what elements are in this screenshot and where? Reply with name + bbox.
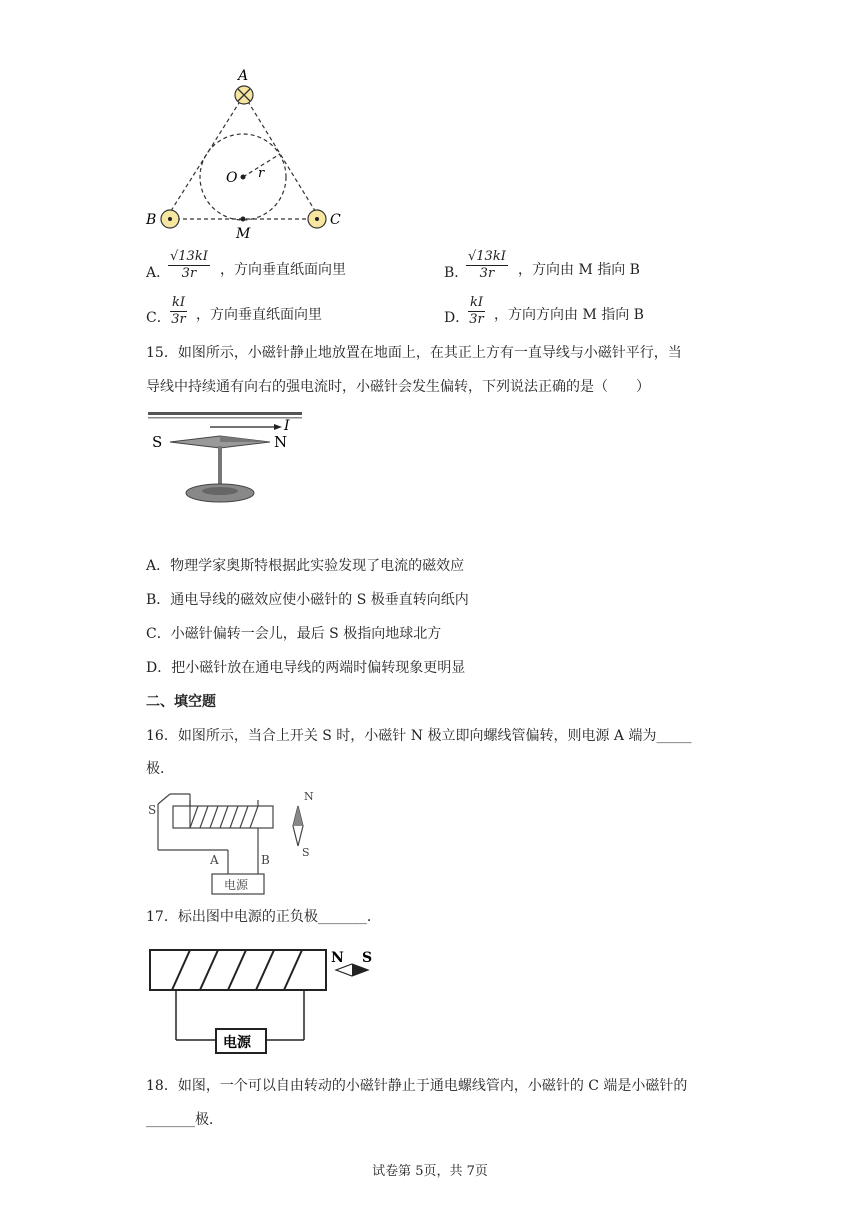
q18-line1: 18．如图，一个可以自由转动的小磁针静止于通电螺线管内，小磁针的 C 端是小磁针的 [146, 1078, 688, 1094]
option-c-fraction: $\frac{kI}{3r}$ [171, 295, 186, 327]
current-arrow-icon [274, 424, 282, 430]
q17-line1: 17．标出图中电源的正负极_______． [146, 909, 381, 925]
label-power: 电源 [224, 878, 249, 892]
label-n: N [331, 950, 344, 966]
option-d-text: ，方向方向由 M 指向 B [494, 307, 644, 323]
option-b-text: ，方向由 M 指向 B [518, 262, 640, 278]
wire-b-out-of-page-icon [161, 210, 179, 228]
label-b: B [261, 853, 270, 867]
label-current: I [284, 418, 290, 434]
option-c-label: C． [146, 310, 171, 326]
solenoid-switch-diagram [140, 784, 330, 900]
label-a: A [238, 68, 249, 84]
option-b-fraction: $\frac{√13kI}{3r}$ [468, 249, 506, 281]
label-a: A [210, 853, 219, 867]
q16-line1: 16．如图所示，当合上开关 S 时，小磁针 N 极立即向螺线管偏转，则电源 A 端为_____ [146, 728, 692, 744]
switch-icon [158, 794, 170, 804]
label-r: r [258, 166, 265, 181]
wire-a-into-page-icon [235, 86, 253, 104]
option-b-label: B． [444, 265, 469, 281]
page-footer: 试卷第 5页，共 7页 [372, 1164, 488, 1179]
label-needle-n: N [304, 790, 314, 803]
label-o: O [226, 170, 238, 186]
q15-option-d: D．把小磁针放在通电导线的两端时偏转现象更明显 [146, 660, 466, 676]
solenoid-power-diagram [140, 942, 390, 1062]
label-needle-s: S [302, 846, 310, 859]
label-power: 电源 [223, 1035, 251, 1051]
triangle-wire-diagram [140, 64, 360, 244]
compass-needle-wire-diagram [140, 404, 310, 514]
label-s: S [362, 950, 373, 966]
q18-line2: _______极． [146, 1112, 223, 1128]
option-d-label: D． [444, 310, 470, 326]
label-b: B [146, 212, 157, 228]
label-m: M [236, 226, 251, 242]
option-d-fraction: $\frac{kI}{3r}$ [469, 295, 484, 327]
q15-line1: 15．如图所示，小磁针静止地放置在地面上，在其正上方有一直导线与小磁针平行，当 [146, 345, 682, 361]
label-s: S [152, 433, 163, 451]
option-a-label: A． [146, 265, 171, 281]
q15-line2: 导线中持续通有向右的强电流时，小磁针会发生偏转，下列说法正确的是（ ） [146, 379, 650, 395]
section-title: 二、填空题 [146, 694, 216, 710]
q16-line2: 极． [146, 761, 174, 777]
label-c: C [330, 212, 341, 228]
q15-option-b: B．通电导线的磁效应使小磁针的 S 极垂直转向纸内 [146, 592, 469, 608]
label-n: N [274, 433, 288, 451]
option-c-text: ，方向垂直纸面向里 [196, 307, 322, 323]
q15-option-c: C．小磁针偏转一会儿，最后 S 极指向地球北方 [146, 626, 442, 642]
wire-c-out-of-page-icon [308, 210, 326, 228]
label-switch-s: S [148, 803, 157, 817]
option-a-fraction: $\frac{√13kI}{3r}$ [170, 249, 208, 281]
option-a-text: ，方向垂直纸面向里 [220, 262, 346, 278]
q15-option-a: A．物理学家奥斯特根据此实验发现了电流的磁效应 [146, 558, 465, 574]
